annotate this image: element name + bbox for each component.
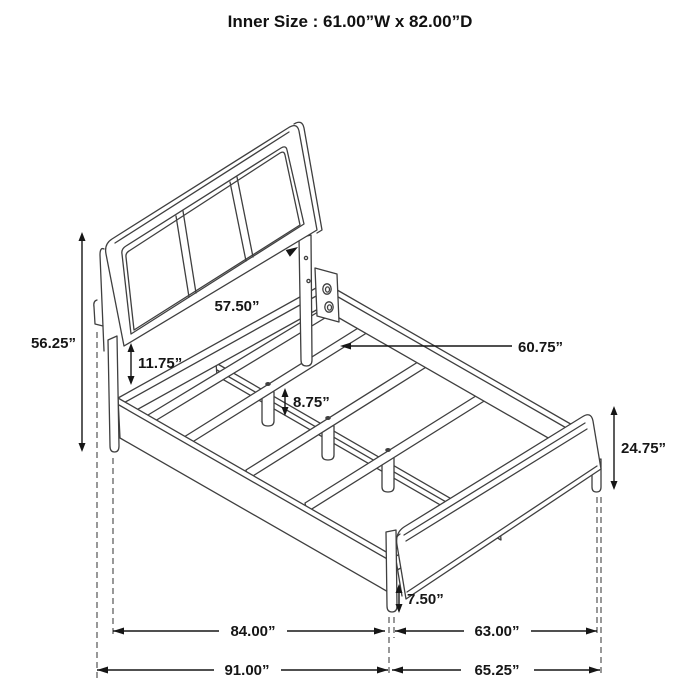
dimension-frame-depth [113, 623, 385, 640]
dimension-label: 91.00” [224, 662, 270, 679]
footboard-panel [397, 415, 601, 599]
dimension-label: 7.50” [407, 591, 444, 608]
dimension-frame-width [395, 623, 597, 640]
dimension-overall-width [392, 662, 600, 679]
dimension-label: 24.75” [621, 440, 667, 457]
headboard-right-leg [299, 235, 312, 366]
dimension-label: 63.00” [474, 623, 520, 640]
dimension-label: 8.75” [293, 394, 330, 411]
dimension-label: 60.75” [518, 339, 564, 356]
dimension-label: 84.00” [230, 623, 276, 640]
left-side-rail [118, 398, 390, 593]
dimension-overall-depth [97, 662, 388, 679]
headboard-left-leg [108, 336, 119, 452]
dimension-label: 11.75” [138, 355, 183, 372]
dimension-label: 65.25” [474, 662, 520, 679]
footboard-front-leg [386, 530, 397, 612]
dimension-headboard-height [31, 232, 86, 452]
dimension-slat-length [340, 339, 563, 356]
dimension-label: 57.50” [214, 298, 260, 315]
slat [246, 350, 439, 479]
dimension-label: 56.25” [30, 335, 76, 352]
dimension-footboard-height [611, 406, 667, 490]
footboard [386, 415, 601, 612]
inner-size-title: Inner Size : 61.00”W x 82.00”D [227, 12, 473, 31]
rail-bracket [315, 268, 339, 322]
